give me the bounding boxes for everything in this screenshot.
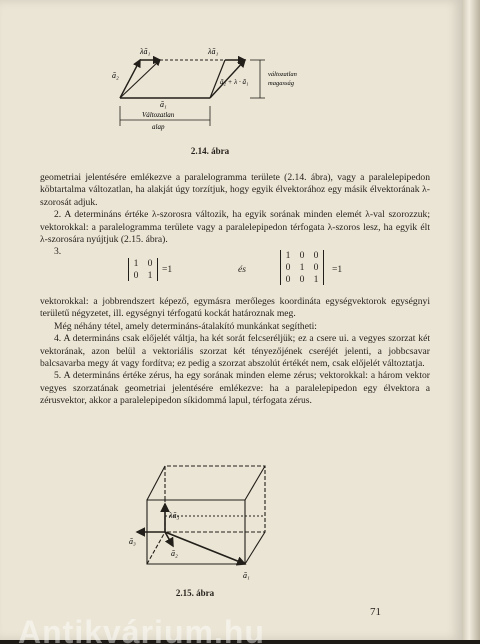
and-word: és bbox=[238, 264, 246, 275]
label-a2: ā₂ bbox=[112, 71, 119, 80]
equals-one-2: =1 bbox=[332, 264, 343, 275]
vector-sum-left bbox=[120, 60, 160, 98]
matrix-3x3: 1 0 0 0 1 0 0 0 1 bbox=[280, 250, 324, 285]
label-a3: ā₃ bbox=[129, 537, 136, 546]
paragraph-6: 4. A determináns csak előjelét váltja, ha két sorát felcseréljük; ez a csere ui. a vegyes szorzat két vektorának, azon belül a vektoriális szorzat két tényezőjének cseréjét jelenti, a jobbcsavar balcsavarba megy át vagy fordítva; ez pedig a szorzat abszolút értékét nem, csak előjelét változtatja. bbox=[40, 333, 430, 370]
label-a1: ā₁ bbox=[243, 571, 250, 580]
figure-caption-2-14: 2.14. ábra bbox=[190, 146, 230, 156]
paragraph-3: 3. bbox=[54, 246, 62, 258]
paragraph-2: 2. A determináns értéke λ-szorosra változik, ha egyik sorának minden elemét λ-val szorozzuk; vektorokkal: a paralelogramma területe vagy a paralelepipedon térfogata λ-szoros lesz, ha egyik élt λ-szorosára nyújtjuk (2.15. ábra). bbox=[40, 209, 430, 246]
figure-parallelepiped bbox=[125, 460, 305, 585]
figure-parallelogram bbox=[100, 40, 340, 140]
text-block-1 bbox=[40, 172, 430, 259]
label-lambda-a1-left: λā₁ bbox=[140, 47, 151, 56]
label-a2-plus-lambda-a1: ā₂ + λ · ā₁ bbox=[220, 78, 249, 86]
text-block-2 bbox=[40, 296, 430, 408]
matrix-2x2: 1 0 0 1 bbox=[128, 258, 158, 281]
equals-one-1: =1 bbox=[162, 264, 173, 275]
paragraph-5: Még néhány tétel, amely determináns-átalakító munkánkat segítheti: bbox=[54, 320, 317, 332]
label-unchanged-base-1: Változatlan bbox=[142, 111, 175, 119]
determinant-examples bbox=[120, 250, 420, 294]
vector-a1 bbox=[165, 532, 245, 564]
figure-caption-2-15: 2.15. ábra bbox=[175, 588, 215, 598]
label-unchanged-height-1: változatlan bbox=[268, 71, 297, 78]
paragraph-7: 5. A determináns értéke zérus, ha egy sorának minden eleme zérus; vektorokkal: a három vektor vegyes szorzatának geometriai jelentésére emlékezve: ha a paralelepipedon egy élvektora a zérusvektor, akkor a paralelepipedon síkidommá lapul, térfogata zérus. bbox=[40, 370, 430, 407]
label-lambda-a3: λā₃ bbox=[169, 511, 180, 520]
paragraph-4: vektorokkal: a jobbrendszert képező, egymásra merőleges koordináta egységvektorok egységnyi területű négyzetet, ill. egységnyi térfogatú kockát határoznak meg. bbox=[40, 296, 430, 320]
label-lambda-a1-right: λā₁ bbox=[208, 47, 219, 56]
label-a1: ā₁ bbox=[160, 100, 167, 109]
watermark-text: Antikvárium.hu bbox=[18, 614, 265, 644]
paragraph-1: geometriai jelentésére emlékezve a paralelogramma területe (2.14. ábra), vagy a paralelepipedon köbtartalma változatlan, ha alakját úgy torzítjuk, hogy egyik élvektorához egy másik élvektorának λ-szorosát adjuk. bbox=[40, 172, 430, 208]
label-unchanged-base-2: alap bbox=[152, 123, 165, 131]
page-number: 71 bbox=[370, 606, 381, 618]
book-page-edges bbox=[462, 0, 480, 640]
label-a2: ā₂ bbox=[171, 549, 178, 558]
label-unchanged-height-2: magasság bbox=[268, 80, 295, 87]
